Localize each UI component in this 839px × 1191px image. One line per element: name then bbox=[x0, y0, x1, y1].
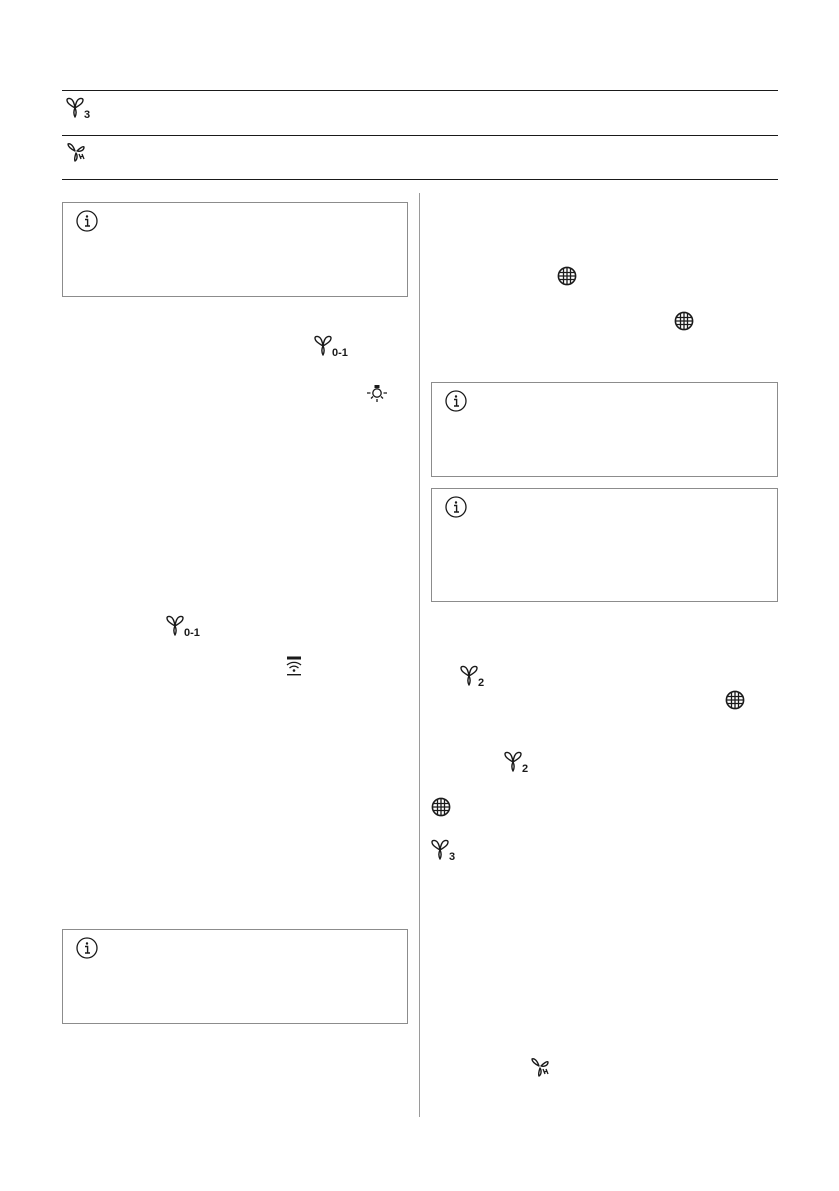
hob2hood-connectivity-icon bbox=[285, 656, 303, 678]
fan-speed-subscript: 3 bbox=[449, 851, 456, 863]
fan-speed-subscript: 2 bbox=[522, 763, 529, 775]
fan-speed-subscript: 2 bbox=[478, 677, 485, 689]
info-note-box bbox=[62, 202, 408, 297]
table-bottom-rule bbox=[62, 179, 778, 180]
filter-grid-icon bbox=[557, 266, 577, 286]
info-icon bbox=[76, 937, 98, 959]
fan-speed-0-1-icon bbox=[166, 616, 184, 636]
fan-speed-subscript: 0-1 bbox=[332, 347, 348, 359]
filter-grid-icon bbox=[725, 690, 745, 710]
breeze-mode-icon bbox=[530, 1057, 550, 1077]
fan-speed-3-icon bbox=[66, 98, 84, 118]
info-icon bbox=[76, 210, 98, 232]
fan-speed-3-icon bbox=[431, 840, 449, 860]
breeze-mode-icon bbox=[66, 142, 86, 162]
fan-speed-subscript: 3 bbox=[84, 109, 91, 121]
light-bulb-icon bbox=[366, 384, 388, 406]
fan-speed-2-icon bbox=[460, 666, 478, 686]
info-note-box bbox=[431, 382, 778, 477]
filter-grid-icon bbox=[431, 797, 451, 817]
filter-grid-icon bbox=[674, 311, 694, 331]
info-note-box bbox=[431, 488, 778, 602]
info-icon bbox=[445, 390, 467, 412]
fan-speed-2-icon bbox=[504, 752, 522, 772]
fan-speed-subscript: 0-1 bbox=[184, 627, 200, 639]
column-divider bbox=[419, 193, 420, 1117]
info-icon bbox=[445, 496, 467, 518]
fan-speed-0-1-icon bbox=[314, 336, 332, 356]
table-top-rule bbox=[62, 90, 778, 91]
table-row-rule bbox=[62, 135, 778, 136]
info-note-box bbox=[62, 929, 408, 1024]
